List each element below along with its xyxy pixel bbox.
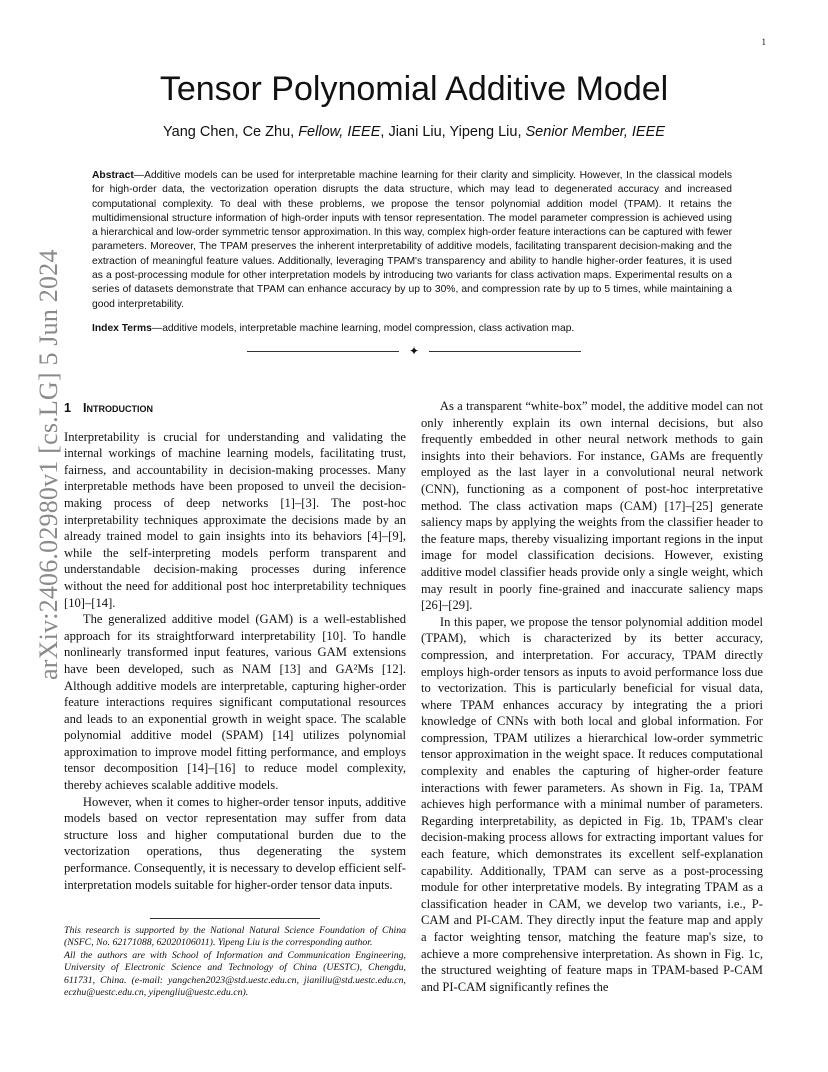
footnote-rule xyxy=(150,918,320,919)
footnote-funding: This research is supported by the National Natural Science Foundation of China (NSFC, No. 62171088, 62020106011). Yipeng Liu is the corresponding author. xyxy=(64,925,406,949)
index-terms-text: —additive models, interpretable machine learning, model compression, class activation map. xyxy=(151,323,575,334)
separator-star-icon: ✦ xyxy=(408,343,420,358)
left-paragraph-1: Interpretability is crucial for understanding and validating the internal workings of machine learning models, facilitating trust, fairness, and accountability in decision-making processes. Many interpretable methods have been proposed to unveil the decision-making process of deep networks [1]–[3]. The post-hoc interpretability techniques approximate the decisions made by an already trained model to gain insights into its behaviors [4]–[9], while the self-interpreting models perform transparent and understandable decision-making processes during inference without the need for additional post hoc interpretability techniques [10]–[14]. xyxy=(64,429,406,610)
left-column xyxy=(64,398,406,893)
separator-rule-right xyxy=(429,351,581,352)
author-role-2: Senior Member, IEEE xyxy=(525,124,665,140)
arxiv-stamp: arXiv:2406.02980v1 [cs.LG] 5 Jun 2024 xyxy=(34,249,63,680)
abstract-text: —Additive models can be used for interpretable machine learning for their clarity and simplicity. However, In the classical models for high-order data, the vectorization operation disrupts the data structure, which may lead to degenerated accuracy and increased computational complexity. To deal with these problems, we propose the tensor polynomial addition model (TPAM). It retains the multidimensional structure information of high-order inputs with tensor representation. The model parameter compression is achieved using a hierarchical and low-order symmetric tensor approximation. In this way, complex high-order feature interactions can be captured with fewer parameters. Moreover, The TPAM preserves the inherent interpretability of additive models, facilitating transparent decision-making and the extraction of meaningful feature values. Additionally, leveraging TPAM's transparency and ability to handle higher-order features, it is used as a post-processing module for other interpretation models by introducing two variants for class activation maps. Experimental results on a series of datasets demonstrate that TPAM can enhance accuracy by up to 30%, and compression rate by up to 5 times, while maintaining a good interpretability. xyxy=(92,170,732,310)
section-separator xyxy=(0,343,828,359)
section-heading xyxy=(64,400,406,417)
author-line xyxy=(0,124,828,140)
author-names-2: , Jiani Liu, Yipeng Liu, xyxy=(380,124,526,140)
right-paragraph-1: As a transparent “white-box” model, the additive model can not only inherently explain its own internal decisions, but also frequently embedded in other neural network methods to gain insights into their behaviors. For instance, GAMs are frequently employed as the last layer in a convolutional neural network (CNN), functioning as a component of post-hoc interpretative method. The class activation maps (CAM) [17]–[25] generate saliency maps by applying the weights from the classifier header to the feature maps, thereby visualizing important regions in the input image for model classification decisions. However, existing additive model classifier heads provide only a single weight, which may result in poorly fine-grained and inaccurate saliency maps [26]–[29]. xyxy=(421,399,763,613)
section-title: Introduction xyxy=(83,401,154,415)
author-names-1: Yang Chen, Ce Zhu, xyxy=(163,124,299,140)
abstract xyxy=(92,169,732,312)
footnotes xyxy=(64,925,406,999)
separator-rule-left xyxy=(247,351,399,352)
section-number: 1 xyxy=(64,401,72,415)
index-terms xyxy=(92,322,732,336)
footnote-affiliation: All the authors are with School of Information and Communication Engineering, University of Electronic Science and Technology of China (UESTC), Chengdu, 611731, China. (e-mail: yangchen2023@std.uestc.edu.cn, jianiliu@std.uestc.edu.cn, eczhu@uestc.edu.cn, yipengliu@uestc.edu.cn). xyxy=(64,949,406,999)
left-paragraph-2: The generalized additive model (GAM) is a well-established approach for its straightforward interpretability [10]. To handle nonlinearly transformed input features, various GAM extensions have been developed, such as NAM [13] and GA²Ms [12]. Although additive models are interpretable, capturing higher-order feature interactions requires significant computational resources and leads to an exponential growth in weight space. The scalable polynomial additive model (SPAM) [14] utilizes polynomial approximation to improve model fitting performance, and employs tensor decomposition [14]–[16] to reduce model complexity, thereby achieves scalable additive models. xyxy=(64,612,406,793)
page-number: 1 xyxy=(761,37,766,47)
abstract-label: Abstract xyxy=(92,170,134,181)
author-role-1: Fellow, IEEE xyxy=(298,124,381,140)
right-paragraph-2: In this paper, we propose the tensor polynomial addition model (TPAM), which is characterized by its better accuracy, compression, and interpretation. For accuracy, TPAM directly employs high-order tensors as inputs to avoid performance loss due to vectorization. This is particularly beneficial for visual data, where TPAM enhances accuracy by integrating the a priori knowledge of CNNs with both local and global information. For compression, TPAM utilizes a hierarchical low-order symmetric tensor approximation in the weight space. It reduces computational complexity and enables the capturing of higher-order feature interactions with fewer parameters. As shown in Fig. 1a, TPAM achieves high performance with a minimal number of parameters. Regarding interpretability, as depicted in Fig. 1b, TPAM's clear decision-making process allows for extracting important values for each feature, which demonstrates its excellent self-explanation capability. Additionally, TPAM can serve as a post-processing module for other interpretative models. By integrating TPAM as a classification header in CAM, we develop two variants, i.e., P-CAM and PI-CAM. They directly input the feature map and apply a factor weighting tensor, matching the feature map's size, to achieve a more comprehensive interpretation. As shown in Fig. 1c, the structured weighting of feature maps in TPAM-based P-CAM and PI-CAM significantly refines the xyxy=(421,614,763,994)
left-paragraph-3: However, when it comes to higher-order tensor inputs, additive models based on vector representation may suffer from data structure loss and higher computational burden due to the vectorization operations, thus degenerating the system performance. Consequently, it is necessary to develop efficient self-interpretation models suitable for higher-order tensor data inputs. xyxy=(64,794,406,892)
paper-title: Tensor Polynomial Additive Model xyxy=(159,70,669,108)
right-column xyxy=(421,398,763,995)
index-terms-label: Index Terms xyxy=(92,323,152,334)
